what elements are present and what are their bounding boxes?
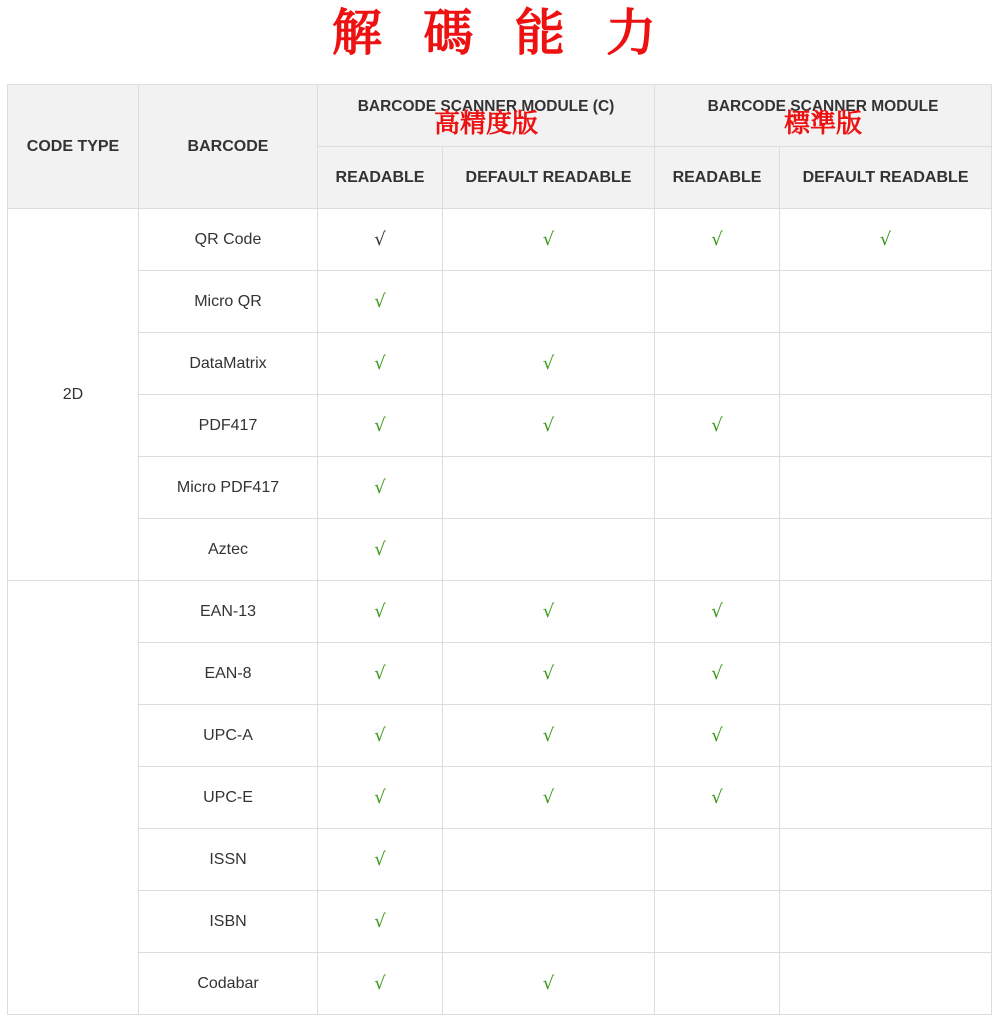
barcode-name-cell: Micro QR bbox=[139, 271, 318, 333]
module-c-label: BARCODE SCANNER MODULE (C) bbox=[357, 97, 615, 115]
check-mark-icon: √ bbox=[879, 229, 892, 250]
check-mark-icon: √ bbox=[374, 353, 386, 374]
support-cell bbox=[318, 209, 443, 271]
table-row bbox=[8, 891, 992, 953]
check-mark-icon: √ bbox=[374, 601, 386, 622]
support-cell bbox=[655, 457, 780, 519]
decoding-capability-table bbox=[7, 84, 992, 1015]
support-cell bbox=[780, 891, 992, 953]
check-mark-icon: √ bbox=[374, 539, 386, 560]
barcode-name-cell: Micro PDF417 bbox=[139, 457, 318, 519]
table-row bbox=[8, 519, 992, 581]
support-cell bbox=[443, 953, 655, 1015]
support-cell bbox=[655, 891, 780, 953]
support-cell bbox=[318, 519, 443, 581]
module-standard-label: BARCODE SCANNER MODULE bbox=[707, 97, 939, 115]
module-c-sub-label: 高精度版 bbox=[434, 108, 539, 139]
support-cell bbox=[318, 457, 443, 519]
support-cell bbox=[655, 829, 780, 891]
table-row bbox=[8, 643, 992, 705]
support-cell bbox=[655, 395, 780, 457]
barcode-name-cell: ISSN bbox=[139, 829, 318, 891]
support-cell bbox=[780, 333, 992, 395]
support-cell bbox=[443, 767, 655, 829]
page-title: 解 碼 能 力 bbox=[331, 4, 669, 62]
support-cell bbox=[780, 953, 992, 1015]
check-mark-icon: √ bbox=[711, 229, 723, 250]
check-mark-icon: √ bbox=[711, 725, 723, 746]
column-header-code-type: CODE TYPE bbox=[8, 85, 139, 209]
support-cell bbox=[780, 519, 992, 581]
check-mark-icon: √ bbox=[711, 787, 723, 808]
header-row-group bbox=[8, 85, 992, 147]
column-group-module-standard bbox=[655, 85, 992, 147]
column-header-readable-std: READABLE bbox=[655, 147, 780, 209]
support-cell bbox=[780, 767, 992, 829]
check-mark-icon: √ bbox=[542, 415, 555, 436]
table-row bbox=[8, 705, 992, 767]
check-mark-icon: √ bbox=[374, 229, 386, 250]
support-cell bbox=[655, 209, 780, 271]
check-mark-icon: √ bbox=[542, 353, 555, 374]
barcode-name-cell: DataMatrix bbox=[139, 333, 318, 395]
check-mark-icon: √ bbox=[374, 415, 386, 436]
table-row bbox=[8, 457, 992, 519]
support-cell bbox=[655, 581, 780, 643]
support-cell bbox=[443, 643, 655, 705]
table-row bbox=[8, 581, 992, 643]
support-cell bbox=[780, 829, 992, 891]
support-cell bbox=[655, 643, 780, 705]
barcode-name-cell: EAN-13 bbox=[139, 581, 318, 643]
support-cell bbox=[318, 767, 443, 829]
check-mark-icon: √ bbox=[374, 663, 386, 684]
support-cell bbox=[443, 333, 655, 395]
support-cell bbox=[655, 271, 780, 333]
check-mark-icon: √ bbox=[374, 477, 386, 498]
support-cell bbox=[443, 209, 655, 271]
support-cell bbox=[318, 891, 443, 953]
barcode-name-cell: UPC-A bbox=[139, 705, 318, 767]
table-row bbox=[8, 395, 992, 457]
support-cell bbox=[318, 643, 443, 705]
support-cell bbox=[443, 457, 655, 519]
table-row bbox=[8, 953, 992, 1015]
check-mark-icon: √ bbox=[374, 973, 386, 994]
support-cell bbox=[318, 953, 443, 1015]
table-row bbox=[8, 271, 992, 333]
column-header-default-readable-std: DEFAULT READABLE bbox=[780, 147, 992, 209]
table-row bbox=[8, 209, 992, 271]
support-cell bbox=[443, 829, 655, 891]
check-mark-icon: √ bbox=[542, 601, 555, 622]
table-row bbox=[8, 767, 992, 829]
support-cell bbox=[655, 767, 780, 829]
table-body bbox=[8, 209, 992, 1015]
barcode-name-cell: ISBN bbox=[139, 891, 318, 953]
table-row bbox=[8, 333, 992, 395]
support-cell bbox=[780, 643, 992, 705]
support-cell bbox=[780, 581, 992, 643]
check-mark-icon: √ bbox=[374, 787, 386, 808]
support-cell bbox=[780, 457, 992, 519]
column-group-module-c bbox=[318, 85, 655, 147]
support-cell bbox=[443, 395, 655, 457]
column-header-barcode: BARCODE bbox=[139, 85, 318, 209]
support-cell bbox=[780, 209, 992, 271]
check-mark-icon: √ bbox=[542, 787, 555, 808]
module-standard-sub-label: 標準版 bbox=[784, 108, 863, 139]
table-row bbox=[8, 829, 992, 891]
support-cell bbox=[655, 953, 780, 1015]
check-mark-icon: √ bbox=[374, 725, 386, 746]
check-mark-icon: √ bbox=[542, 229, 555, 250]
support-cell bbox=[443, 705, 655, 767]
column-header-readable-c: READABLE bbox=[318, 147, 443, 209]
support-cell bbox=[318, 581, 443, 643]
support-cell bbox=[318, 829, 443, 891]
support-cell bbox=[318, 333, 443, 395]
check-mark-icon: √ bbox=[711, 601, 723, 622]
barcode-name-cell: QR Code bbox=[139, 209, 318, 271]
barcode-name-cell: Aztec bbox=[139, 519, 318, 581]
support-cell bbox=[655, 705, 780, 767]
barcode-name-cell: UPC-E bbox=[139, 767, 318, 829]
support-cell bbox=[655, 519, 780, 581]
code-type-cell bbox=[8, 581, 139, 1015]
support-cell bbox=[655, 333, 780, 395]
support-cell bbox=[443, 891, 655, 953]
code-type-cell: 2D bbox=[8, 209, 139, 581]
check-mark-icon: √ bbox=[374, 911, 386, 932]
barcode-name-cell: EAN-8 bbox=[139, 643, 318, 705]
check-mark-icon: √ bbox=[542, 725, 555, 746]
barcode-name-cell: PDF417 bbox=[139, 395, 318, 457]
check-mark-icon: √ bbox=[542, 973, 555, 994]
support-cell bbox=[318, 271, 443, 333]
support-cell bbox=[443, 581, 655, 643]
barcode-name-cell: Codabar bbox=[139, 953, 318, 1015]
check-mark-icon: √ bbox=[374, 849, 386, 870]
support-cell bbox=[780, 705, 992, 767]
support-cell bbox=[318, 395, 443, 457]
column-header-default-readable-c: DEFAULT READABLE bbox=[443, 147, 655, 209]
support-cell bbox=[780, 271, 992, 333]
support-cell bbox=[318, 705, 443, 767]
check-mark-icon: √ bbox=[542, 663, 555, 684]
support-cell bbox=[780, 395, 992, 457]
check-mark-icon: √ bbox=[711, 415, 723, 436]
support-cell bbox=[443, 519, 655, 581]
check-mark-icon: √ bbox=[711, 663, 723, 684]
support-cell bbox=[443, 271, 655, 333]
check-mark-icon: √ bbox=[374, 291, 386, 312]
